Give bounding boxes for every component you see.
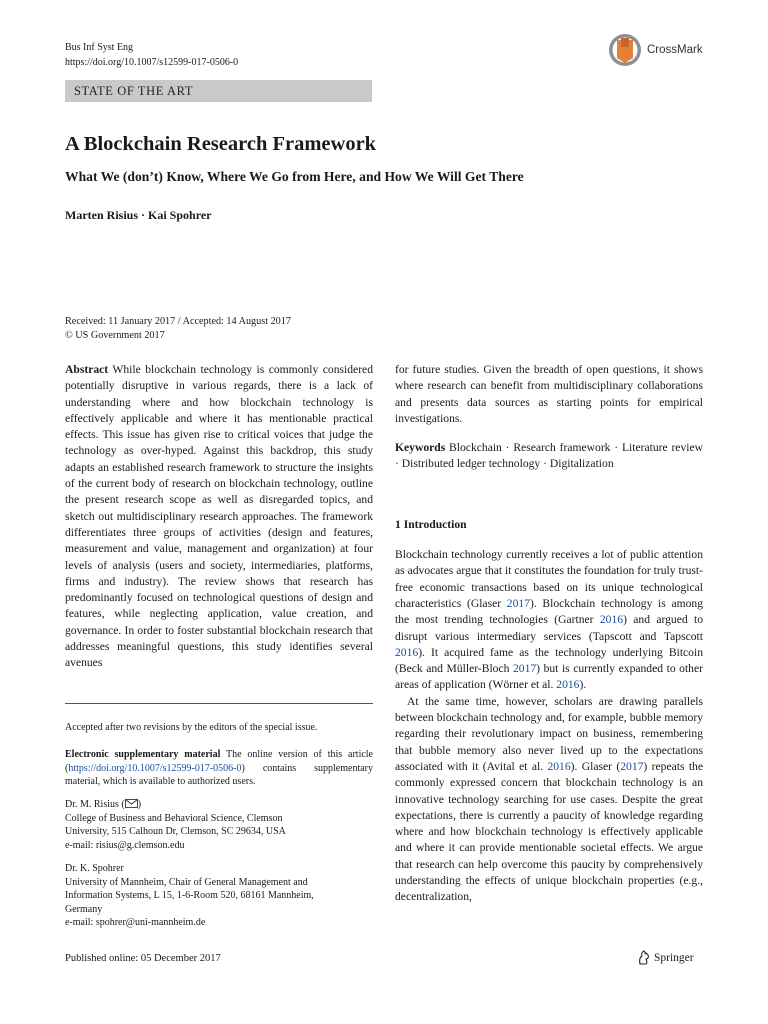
citation-link[interactable]: 2017 bbox=[620, 759, 644, 773]
abstract-column bbox=[65, 362, 373, 672]
affiliation-spohrer bbox=[65, 862, 373, 930]
citation-link[interactable]: 2016 bbox=[599, 613, 624, 627]
author-list bbox=[65, 208, 211, 223]
intro-paragraph-1: Blockchain technology currently receives a lot of public attention as advocates argue that it constitutes the foundation for truly trust-free economic transactions based on its unique technological characteristics (Glaser 2017). Blockchain technology is among the most trending technologies (Gartner 2016) and argued to disrupt various intermediary services (Tapscott and Tapscott 2016). It acquired fame as the technology underlying Bitcoin (Beck and Müller-Bloch 2017) but is currently expanded to other areas of application (Wörner et al. 2016). bbox=[395, 548, 704, 692]
spohrer-affiliation-line: Germany bbox=[65, 903, 103, 915]
envelope-icon[interactable] bbox=[125, 799, 138, 808]
article-category: STATE OF THE ART bbox=[65, 80, 372, 102]
spohrer-affiliation-line: Information Systems, L 15, 1-6-Room 520, 68161 Mannheim, bbox=[65, 890, 314, 901]
citation-link[interactable]: 2016 bbox=[395, 645, 419, 659]
journal-header bbox=[65, 40, 238, 70]
journal-name: Bus Inf Syst Eng bbox=[65, 42, 134, 53]
crossmark-label: CrossMark bbox=[647, 44, 703, 56]
citation-link[interactable]: 2017 bbox=[512, 662, 537, 676]
author-name[interactable]: Kai Spohrer bbox=[148, 208, 212, 222]
abstract-text: While blockchain technology is commonly considered potentially disruptive in various regards, there is a lack of understanding where and how blockchain technology is effectively applicable and where it has mentionable practical effects. This issue has given rise to critical voices that judge the technology as over-hyped. Against this backdrop, this study adapts an established research framework to structure the insights of the current body of research on blockchain technology, outline the present research scope as well as disregarded topics, and sketch out multidisciplinary research approaches. The framework differentiates three groups of activities (design and features, measurement and value, management and organization) at four levels of analysis (users and society, intermediaries, platforms, firms and industry). The review shows that research has predominantly focused on technological questions of design and features, while neglecting application, value creation, and governance. In order to foster substantial blockchain research that addresses meaningful questions, this study identifies several avenues bbox=[65, 363, 373, 670]
esm-text: The online version of this article ( bbox=[65, 749, 373, 774]
footnote-divider bbox=[65, 703, 373, 704]
esm-label: Electronic supplementary material bbox=[65, 749, 221, 760]
author-spohrer-name: Dr. K. Spohrer bbox=[65, 863, 124, 874]
supplementary-material-note bbox=[65, 748, 373, 789]
risius-affiliation-line: College of Business and Behavioral Science, Clemson bbox=[65, 812, 283, 824]
risius-email[interactable]: e-mail: risius@g.clemson.edu bbox=[65, 839, 185, 851]
abstract-paragraph bbox=[65, 362, 373, 672]
author-name[interactable]: Marten Risius bbox=[65, 208, 138, 222]
esm-text-end: ) contains supplementary material, which is available to authorized users. bbox=[65, 762, 373, 787]
section-heading-introduction: 1 Introduction bbox=[395, 517, 467, 531]
article-dates bbox=[65, 315, 291, 343]
risius-affiliation-line: University, 515 Calhoun Dr, Clemson, SC 29634, USA bbox=[65, 826, 286, 837]
acceptance-note: Accepted after two revisions by the editors of the special issue. bbox=[65, 722, 318, 733]
keywords-text: Blockchain · Research framework · Literature review · Distributed ledger technology · Digitalization bbox=[395, 441, 703, 471]
author-risius-name: Dr. M. Risius ( bbox=[65, 799, 125, 810]
publisher-logo[interactable] bbox=[637, 950, 694, 965]
author-separator: · bbox=[138, 208, 149, 222]
article-subtitle: What We (don’t) Know, Where We Go from Here, and How We Will Get There bbox=[65, 169, 524, 184]
affiliation-risius bbox=[65, 798, 373, 852]
right-column bbox=[395, 362, 703, 906]
publisher-name: Springer bbox=[654, 951, 694, 964]
article-doi[interactable]: https://doi.org/10.1007/s12599-017-0506-0 bbox=[65, 57, 239, 68]
citation-link[interactable]: 2016 bbox=[547, 759, 571, 773]
springer-horse-icon bbox=[637, 950, 651, 965]
spohrer-email[interactable]: e-mail: spohrer@uni-mannheim.de bbox=[65, 917, 206, 928]
author-risius-name-end: ) bbox=[137, 799, 142, 810]
received-accepted-dates: Received: 11 January 2017 / Accepted: 14 August 2017 bbox=[65, 316, 291, 327]
published-date: Published online: 05 December 2017 bbox=[65, 953, 221, 964]
abstract-continuation: for future studies. Given the breadth of open questions, it shows where research can benefit from multidisciplinary collaborations and presents data sources as starting points for empirical investigations. bbox=[395, 363, 703, 425]
crossmark-icon bbox=[608, 32, 642, 68]
article-title: A Blockchain Research Framework bbox=[65, 133, 377, 155]
keywords-label: Keywords bbox=[395, 441, 446, 455]
spohrer-affiliation-line: University of Mannheim, Chair of General Management and bbox=[65, 876, 308, 888]
esm-link[interactable]: https://doi.org/10.1007/s12599-017-0506-0 bbox=[68, 762, 242, 774]
intro-paragraph-2: At the same time, however, scholars are drawing parallels between blockchain technology and, for example, bubble memory regarding their revolutionary impact on business, remembering that bubble memory also never lived up to the expectations associated with it (Avital et al. 2016). Glaser (2017) repeats the commonly expressed concern that blockchain technology is an innovative technology searching for use cases. Despite the great expectations, there is currently a paucity of knowledge regarding where and how blockchain technology is effectively applicable and where it can provide mentionable societal effects. We argue that research can help overcome this paucity by comprehensively understanding the effects of unique blockchain properties (e.g., decentralization, bbox=[395, 694, 703, 904]
citation-link[interactable]: 2016 bbox=[556, 678, 580, 692]
citation-link[interactable]: 2017 bbox=[506, 596, 530, 610]
keywords bbox=[395, 440, 703, 473]
abstract-label: Abstract bbox=[65, 363, 109, 376]
crossmark-badge[interactable] bbox=[608, 32, 703, 68]
copyright-notice: © US Government 2017 bbox=[65, 330, 165, 341]
